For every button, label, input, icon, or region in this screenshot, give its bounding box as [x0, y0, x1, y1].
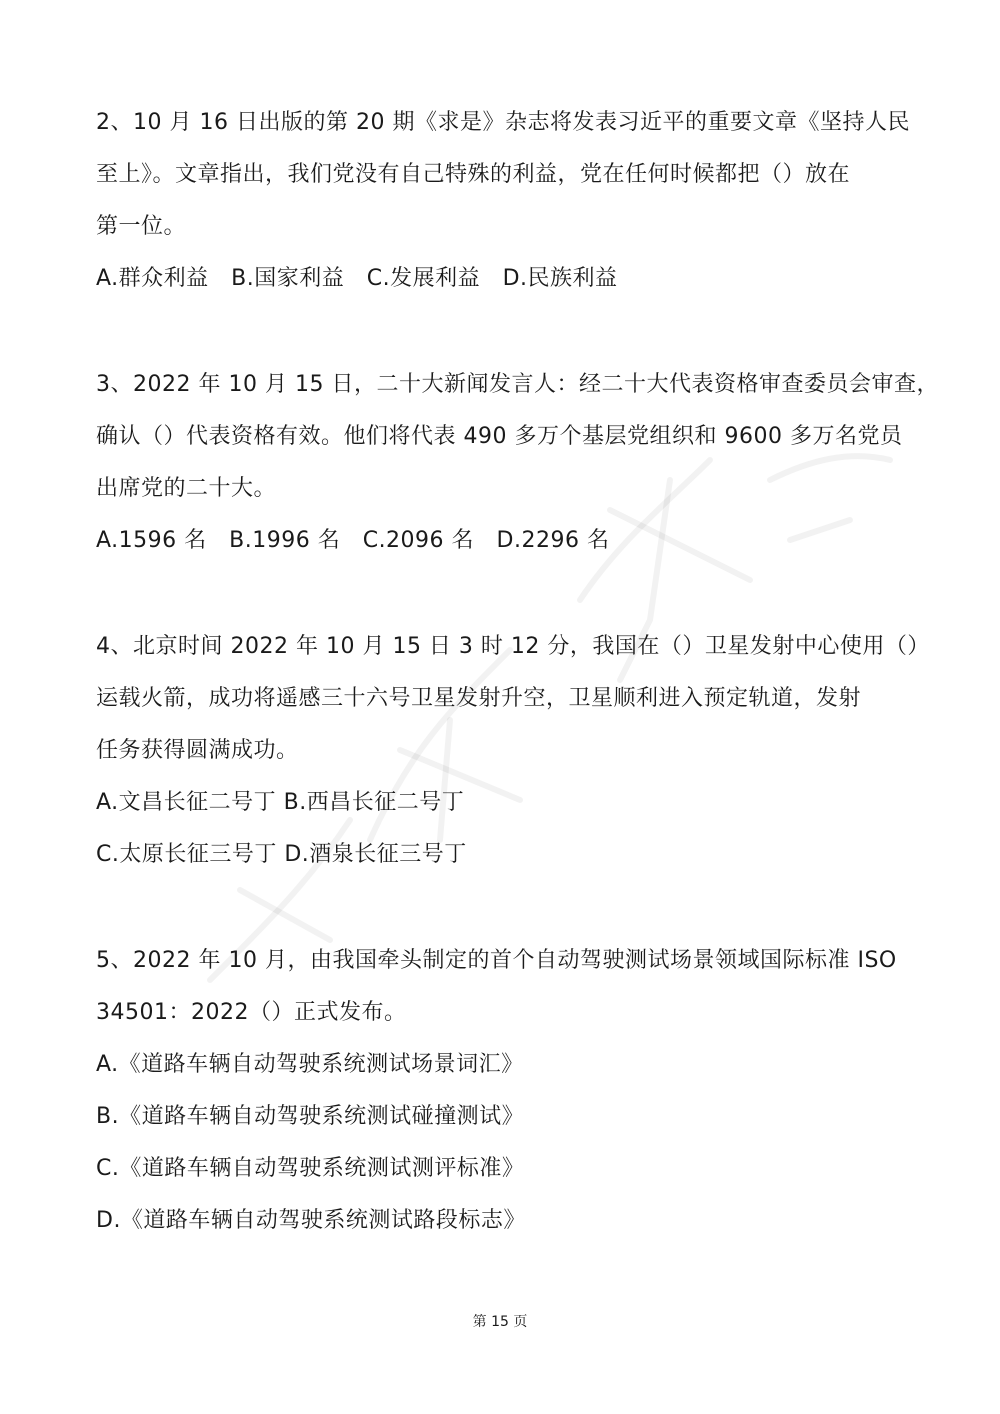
question-2-line-2: 至上》。文章指出，我们党没有自己特殊的利益，党在任何时候都把（）放在: [96, 162, 851, 187]
question-3-line-2: 确认（）代表资格有效。他们将代表 490 多万个基层党组织和 9600 多万名党员: [96, 424, 903, 449]
question-3-line-1: 3、2022 年 10 月 15 日，二十大新闻发言人：经二十大代表资格审查委员会审查，: [96, 372, 939, 397]
question-5-option-a: A.《道路车辆自动驾驶系统测试场景词汇》: [96, 1052, 524, 1077]
question-4-options-ab: A.文昌长征二号丁 B.西昌长征二号丁: [96, 790, 465, 815]
question-3-options: A.1596 名 B.1996 名 C.2096 名 D.2296 名: [96, 528, 610, 553]
question-5-line-1: 5、2022 年 10 月，由我国牵头制定的首个自动驾驶测试场景领域国际标准 ISO: [96, 948, 897, 973]
question-4-line-1: 4、北京时间 2022 年 10 月 15 日 3 时 12 分，我国在（）卫星发射中心使用（）: [96, 634, 930, 659]
watermark: [150, 420, 950, 1020]
question-5-option-b: B.《道路车辆自动驾驶系统测试碰撞测试》: [96, 1104, 525, 1129]
question-4-options-cd: C.太原长征三号丁 D.酒泉长征三号丁: [96, 842, 467, 867]
question-4-line-3: 任务获得圆满成功。: [96, 738, 299, 763]
question-5-option-d: D.《道路车辆自动驾驶系统测试路段标志》: [96, 1208, 526, 1233]
question-2-line-1: 2、10 月 16 日出版的第 20 期《求是》杂志将发表习近平的重要文章《坚持人民: [96, 110, 910, 135]
question-3-line-3: 出席党的二十大。: [96, 476, 277, 501]
page-number: 第 15 页: [472, 1314, 528, 1330]
question-4-line-2: 运载火箭，成功将遥感三十六号卫星发射升空，卫星顺利进入预定轨道，发射: [96, 686, 862, 711]
question-5-option-c: C.《道路车辆自动驾驶系统测试测评标准》: [96, 1156, 525, 1181]
question-2-line-3: 第一位。: [96, 214, 187, 239]
watermark-graphic: [150, 420, 950, 1020]
question-5-line-2: 34501：2022（）正式发布。: [96, 1000, 407, 1025]
question-2-options: A.群众利益 B.国家利益 C.发展利益 D.民族利益: [96, 266, 618, 291]
